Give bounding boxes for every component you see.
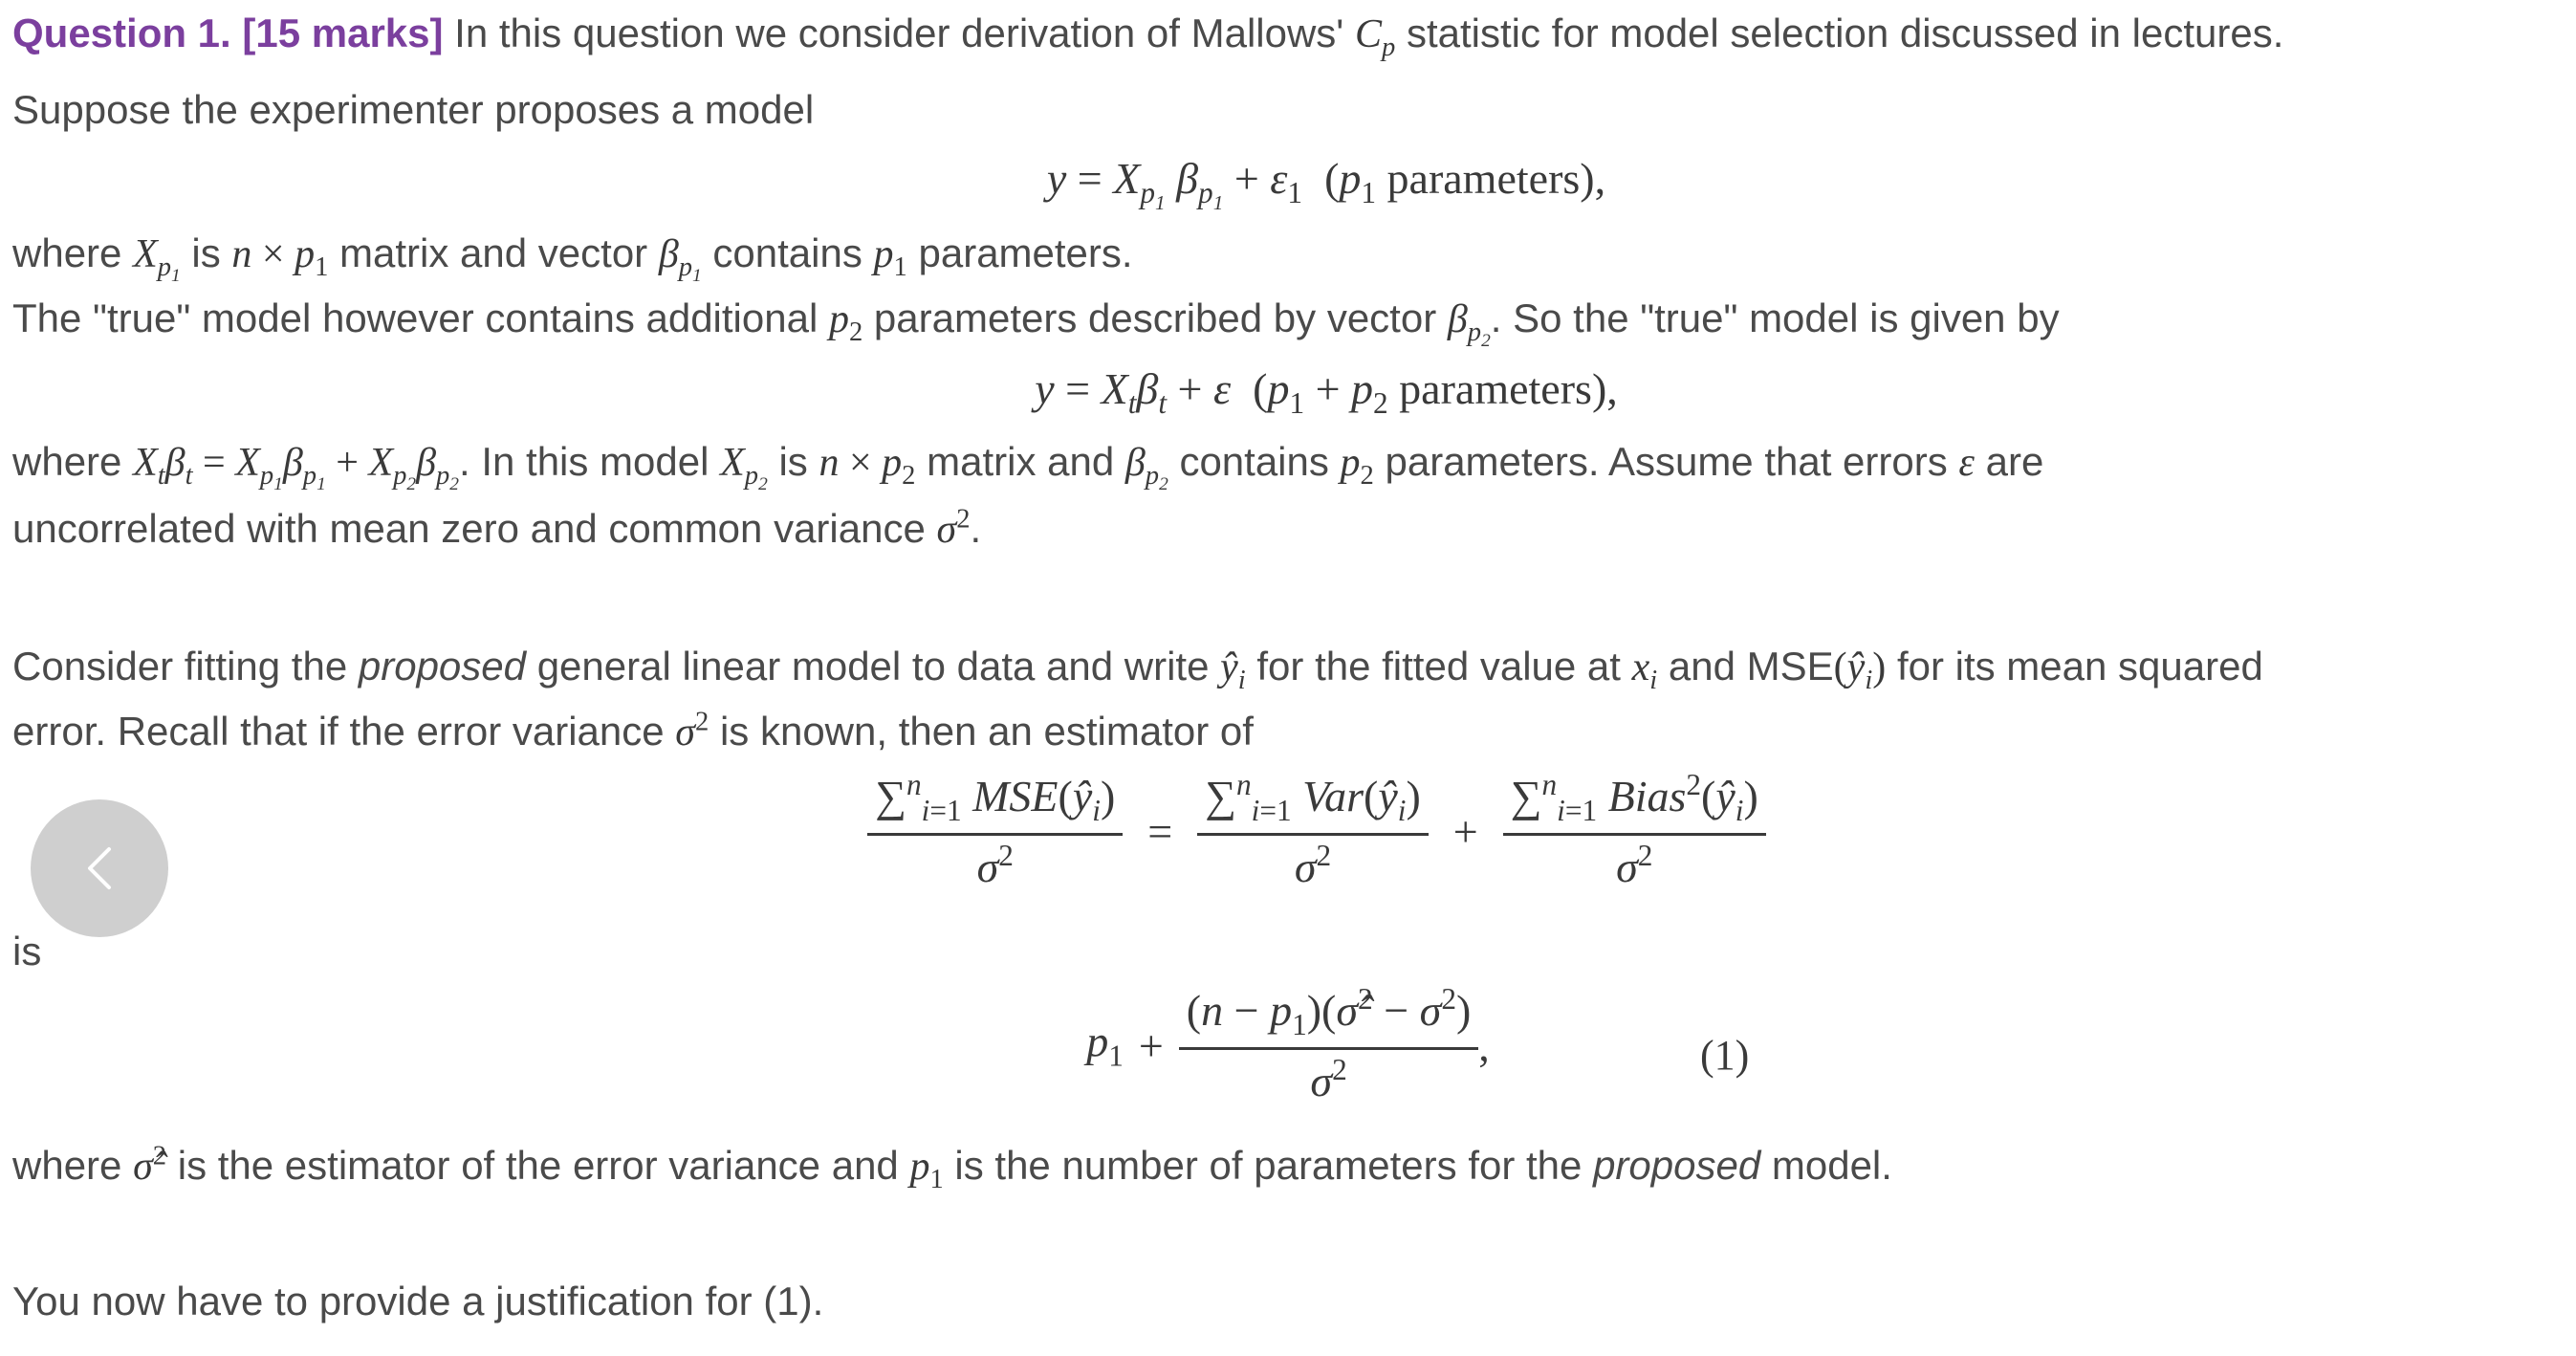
mse-fraction: $\frac{\sum^n_{i=1} MSE(ŷ_i)}{\sigma^2}$ [867, 775, 1123, 889]
recall-line: error. Recall that if the error variance $\sigma^2$ is known, then an estimator of [12, 707, 1254, 755]
var-fraction: $\frac{\sum^n_{i=1} Var(ŷ_i)}{\sigma^2}$ [1197, 775, 1429, 889]
back-button[interactable] [31, 799, 168, 937]
is-word: is [12, 929, 42, 973]
true-model-line: The "true" model however contains additional $p_2$ parameters described by vector $\beta_{p_2}$. So the "true" model is given by [12, 295, 2060, 352]
suppose-line: Suppose the experimenter proposes a model [12, 87, 815, 132]
cp-symbol: $C_p$ [1355, 12, 1396, 63]
intro-end-text: statistic for model selection discussed in lectures. [1406, 11, 2284, 55]
true-model-equation: $y = X_t\beta_t + \varepsilon$ ($p_1 + p_2$ parameters), [1035, 364, 1618, 420]
equation-number: (1) [1700, 1032, 1750, 1079]
final-where-line: where σ̂$^2$ is the estimator of the error variance and $p_1$ is the number of parameters for the proposed model. [12, 1141, 1892, 1195]
mse-decomposition-equation: $\frac{\sum^n_{i=1} MSE(ŷ_i)}{\sigma^2}$ = $\frac{\sum^n_{i=1} Var(ŷ_i)}{\sigma^2}$ + $\frac{\sum^n_{i=1} Bias^2(ŷ_i)}{\sigma^2}$ [0, 775, 2576, 889]
where-xp1-line: where $X_{p_1}$ is $n \times p_1$ matrix and vector $\beta_{p_1}$ contains $p_1$ parameters. [12, 230, 1133, 287]
bias-fraction: $\frac{\sum^n_{i=1} Bias^2(ŷ_i)}{\sigma^2}$ [1503, 775, 1766, 889]
where-xt-line: where $X_t\beta_t = X_{p_1}\beta_{p_1} + X_{p_2}\beta_{p_2}$. In this model $X_{p_2}$ is $n \times p_2$ matrix and $\beta_{p_2}$ contains $p_2$ parameters. Assume that errors ε are [12, 439, 2044, 495]
chevron-left-icon [80, 843, 119, 893]
intro-text: In this question we consider derivation of Mallows' [454, 11, 1344, 55]
question-intro-line [12, 13, 2283, 62]
question-heading: Question 1. [15 marks] [12, 11, 444, 55]
proposed-model-equation: $y = X_{p_1}$ $\beta_{p_1} + \varepsilon_1$ ($p_1$ parameters), [1046, 154, 1606, 214]
uncorrelated-line: uncorrelated with mean zero and common variance $\sigma^2$. [12, 504, 982, 552]
estimator-fraction: $\frac{(n - p_1)(\sigmâ^2 - \sigma^2)}{\sigma^2}$ [1179, 989, 1479, 1104]
estimator-equation: $p_1$ + $\frac{(n - p_1)(\sigmâ^2 - \sigma^2)}{\sigma^2}$ , [1086, 981, 1490, 1106]
justification-line: You now have to provide a justification for (1). [12, 1279, 824, 1323]
consider-line: Consider fitting the proposed general linear model to data and write $ŷ_i$ for the fitted value at $x_i$ and $MSE(ŷ_i)$ for its mean squared [12, 644, 2263, 696]
